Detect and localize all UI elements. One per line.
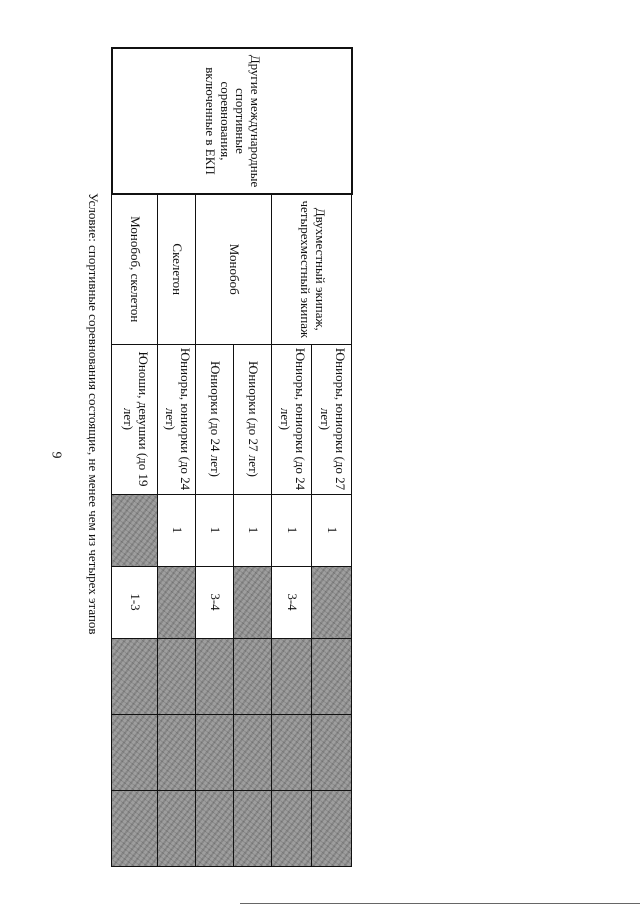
shaded-cell [234, 566, 272, 638]
shaded-cell [112, 494, 158, 566]
requirements-table [111, 47, 353, 867]
shaded-cell [196, 790, 234, 866]
place-cell: 1 [196, 494, 234, 566]
shaded-cell [312, 638, 352, 714]
shaded-cell [112, 638, 158, 714]
rotated-sheet [47, 47, 353, 865]
shaded-cell [312, 790, 352, 866]
place-cell: 1-3 [112, 566, 158, 638]
group-cell: Юниоры, юниорки (до 24 лет) [158, 344, 196, 494]
discipline-cell-bobsleigh [272, 194, 352, 344]
shaded-cell [312, 714, 352, 790]
scan-edge-line [240, 903, 640, 904]
discipline-line-1: Двухместный экипаж, [312, 207, 328, 331]
place-cell: 3-4 [272, 566, 312, 638]
shaded-cell [196, 638, 234, 714]
shaded-cell [158, 638, 196, 714]
group-cell: Юниорки (до 24 лет) [196, 344, 234, 494]
shaded-cell [234, 638, 272, 714]
condition-note: Условие: спортивные соревнования состоящие, не менее чем из четырех этапов [86, 193, 101, 635]
group-cell: Юниоры, юниорки (до 27 лет) [312, 344, 352, 494]
discipline-cell-monobob-skeleton: Монобоб, скелетон [112, 194, 158, 344]
shaded-cell [158, 714, 196, 790]
shaded-cell [158, 790, 196, 866]
shaded-cell [158, 566, 196, 638]
shaded-cell [312, 566, 352, 638]
shaded-cell [234, 790, 272, 866]
place-cell: 3-4 [196, 566, 234, 638]
discipline-cell-monobob: Монобоб [196, 194, 272, 344]
shaded-cell [196, 714, 234, 790]
shaded-cell [272, 790, 312, 866]
shaded-cell [272, 714, 312, 790]
place-cell: 1 [312, 494, 352, 566]
category-cell: Другие международные спортивные соревнования, включенные в ЕКП [112, 48, 352, 194]
discipline-line-2: четырехместный экипаж [298, 200, 313, 339]
place-cell: 1 [272, 494, 312, 566]
shaded-cell [272, 638, 312, 714]
discipline-cell-skeleton: Скелетон [158, 194, 196, 344]
shaded-cell [112, 714, 158, 790]
place-cell: 1 [234, 494, 272, 566]
table-row [312, 48, 352, 866]
page-number: 9 [48, 451, 64, 459]
group-cell: Юниоры, юниорки (до 24 лет) [272, 344, 312, 494]
shaded-cell [234, 714, 272, 790]
group-cell: Юноши, девушки (до 19 лет) [112, 344, 158, 494]
place-cell: 1 [158, 494, 196, 566]
group-cell: Юниорки (до 27 лет) [234, 344, 272, 494]
shaded-cell [112, 790, 158, 866]
